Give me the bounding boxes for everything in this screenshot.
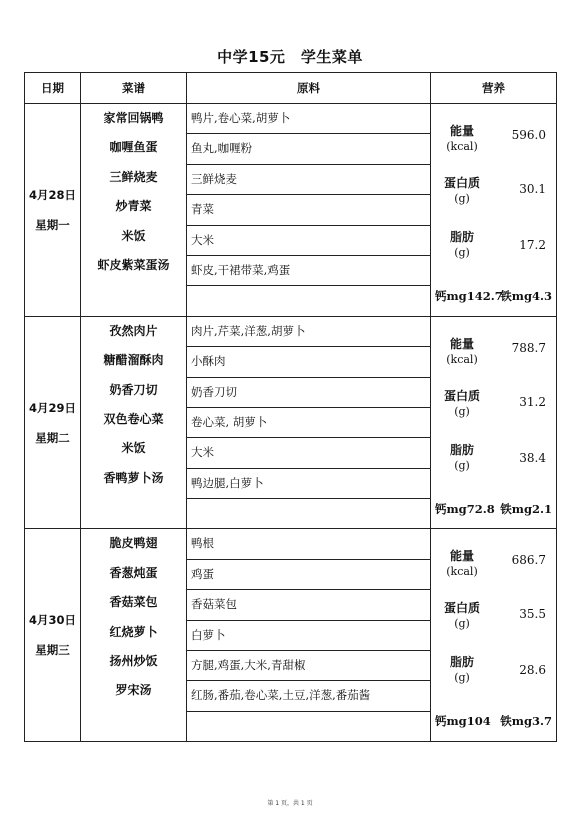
protein-unit: (g) (454, 192, 470, 205)
dish-name: 红烧萝卜 (109, 624, 158, 639)
header-nutrition: 营养 (431, 73, 557, 104)
energy-unit: (kcal) (446, 565, 478, 579)
ingredient-text: 三鲜烧麦 (187, 165, 430, 195)
ingredient-text (187, 286, 430, 315)
protein-label (431, 601, 493, 631)
iron-value: 铁mg3.7 (500, 714, 552, 729)
day-row-wednesday (25, 529, 557, 742)
protein-label (431, 389, 493, 419)
ingredient-text: 鱼丸,咖喱粉 (187, 134, 430, 164)
energy-unit: (kcal) (446, 140, 478, 153)
energy-label (431, 337, 493, 367)
ingredient-text: 虾皮,干裙带菜,鸡蛋 (187, 256, 430, 286)
fat-label (431, 230, 493, 260)
dish-name: 香鸭萝卜汤 (103, 470, 164, 485)
dish-name: 虾皮紫菜蛋汤 (97, 257, 170, 272)
menu-table (24, 72, 557, 742)
header-ingredients: 原料 (187, 73, 431, 104)
ingredient-text: 青菜 (187, 195, 430, 225)
ingredient-text: 肉片,芹菜,洋葱,胡萝卜 (187, 317, 430, 347)
ingredient-text: 红肠,番茄,卷心菜,土豆,洋葱,番茄酱 (187, 681, 430, 711)
date-cell (25, 529, 81, 742)
dish-name (81, 493, 186, 522)
dish-name: 糖醋溜酥肉 (103, 353, 164, 368)
weekday-text: 星期一 (35, 217, 70, 232)
dish-name: 孜然肉片 (109, 323, 158, 338)
dish-name: 咖喱鱼蛋 (109, 140, 158, 155)
ingredients-cell (187, 104, 431, 317)
dishes-cell (81, 104, 187, 317)
calcium-value: 钙mg72.8 (435, 501, 495, 516)
energy-label (431, 549, 493, 579)
date-text: 4月30日 (28, 613, 76, 628)
energy-label-text: 能量 (449, 549, 474, 564)
energy-value: 686.7 (511, 553, 546, 568)
dish-name (81, 706, 186, 735)
fat-label-text: 脂肪 (449, 655, 474, 670)
protein-label-text: 蛋白质 (443, 388, 480, 403)
date-cell (25, 104, 81, 317)
ingredient-text: 卷心菜, 胡萝卜 (187, 408, 430, 438)
page-title: 中学15元 学生菜单 (217, 48, 363, 66)
ingredient-text (187, 499, 430, 528)
ingredient-text (187, 712, 430, 741)
ingredient-text: 鸡蛋 (187, 560, 430, 590)
header-dishes: 菜谱 (81, 73, 187, 104)
dish-name: 扬州炒饭 (109, 654, 158, 669)
ingredient-text: 鸭片,卷心菜,胡萝卜 (187, 104, 430, 134)
iron-value: 铁mg4.3 (500, 289, 552, 303)
day-row-monday (25, 104, 557, 317)
ingredients-cell (187, 529, 431, 742)
energy-label-text: 能量 (449, 336, 474, 351)
weekday-text: 星期二 (35, 430, 70, 445)
ingredient-text: 小酥肉 (187, 347, 430, 377)
calcium-value: 钙mg104 (435, 714, 491, 729)
protein-value: 30.1 (519, 182, 546, 196)
ingredients-cell (187, 316, 431, 529)
weekday-text: 星期三 (35, 643, 70, 658)
date-cell (25, 316, 81, 529)
protein-value: 35.5 (519, 607, 546, 622)
protein-label (431, 176, 493, 206)
ingredient-text: 奶香刀切 (187, 378, 430, 408)
energy-label (431, 124, 493, 154)
dish-name: 米饭 (121, 441, 146, 456)
page-footer: 第 1 页，共 1 页 (267, 800, 313, 807)
header-date: 日期 (25, 73, 81, 104)
dishes-cell (81, 316, 187, 529)
nutrition-cell (431, 529, 557, 742)
dish-name: 香菇菜包 (109, 595, 158, 610)
dish-name: 罗宋汤 (115, 683, 152, 698)
day-row-tuesday (25, 316, 557, 529)
protein-unit: (g) (454, 404, 470, 418)
ingredient-text: 大米 (187, 226, 430, 256)
ingredient-text: 大米 (187, 438, 430, 468)
calcium-value: 钙mg142.7 (435, 289, 503, 303)
iron-value: 铁mg2.1 (500, 501, 552, 516)
dish-name: 香葱炖蛋 (109, 565, 158, 580)
fat-unit: (g) (454, 246, 470, 259)
protein-unit: (g) (454, 617, 470, 631)
fat-value: 28.6 (519, 663, 546, 678)
ingredient-text: 鸭边腿,白萝卜 (187, 469, 430, 499)
energy-value: 788.7 (511, 340, 546, 355)
fat-label (431, 443, 493, 473)
protein-label-text: 蛋白质 (443, 176, 480, 190)
dish-name: 米饭 (121, 228, 146, 243)
header-row (25, 73, 557, 104)
protein-value: 31.2 (519, 394, 546, 409)
nutrition-cell (431, 104, 557, 317)
ingredient-text: 方腿,鸡蛋,大米,青甜椒 (187, 651, 430, 681)
energy-label-text: 能量 (449, 124, 474, 138)
fat-value: 38.4 (519, 450, 546, 465)
ingredient-text: 鸭根 (187, 529, 430, 559)
dish-name (81, 280, 186, 309)
fat-unit: (g) (454, 671, 470, 685)
dishes-cell (81, 529, 187, 742)
energy-unit: (kcal) (446, 352, 478, 366)
date-text: 4月28日 (28, 187, 76, 202)
energy-value: 596.0 (511, 128, 546, 142)
dish-name: 三鲜烧麦 (109, 169, 158, 184)
protein-label-text: 蛋白质 (443, 601, 480, 616)
dish-name: 双色卷心菜 (103, 411, 164, 426)
dish-name: 奶香刀切 (109, 382, 158, 397)
fat-unit: (g) (454, 458, 470, 472)
fat-label (431, 655, 493, 685)
fat-value: 17.2 (519, 238, 546, 252)
nutrition-cell (431, 316, 557, 529)
dish-name: 家常回锅鸭 (103, 111, 164, 125)
dish-name: 炒青菜 (115, 199, 152, 214)
ingredient-text: 白萝卜 (187, 621, 430, 651)
fat-label-text: 脂肪 (449, 442, 474, 457)
date-text: 4月29日 (28, 400, 76, 415)
fat-label-text: 脂肪 (449, 230, 474, 244)
ingredient-text: 香菇菜包 (187, 590, 430, 620)
dish-name: 脆皮鸭翅 (109, 536, 158, 551)
